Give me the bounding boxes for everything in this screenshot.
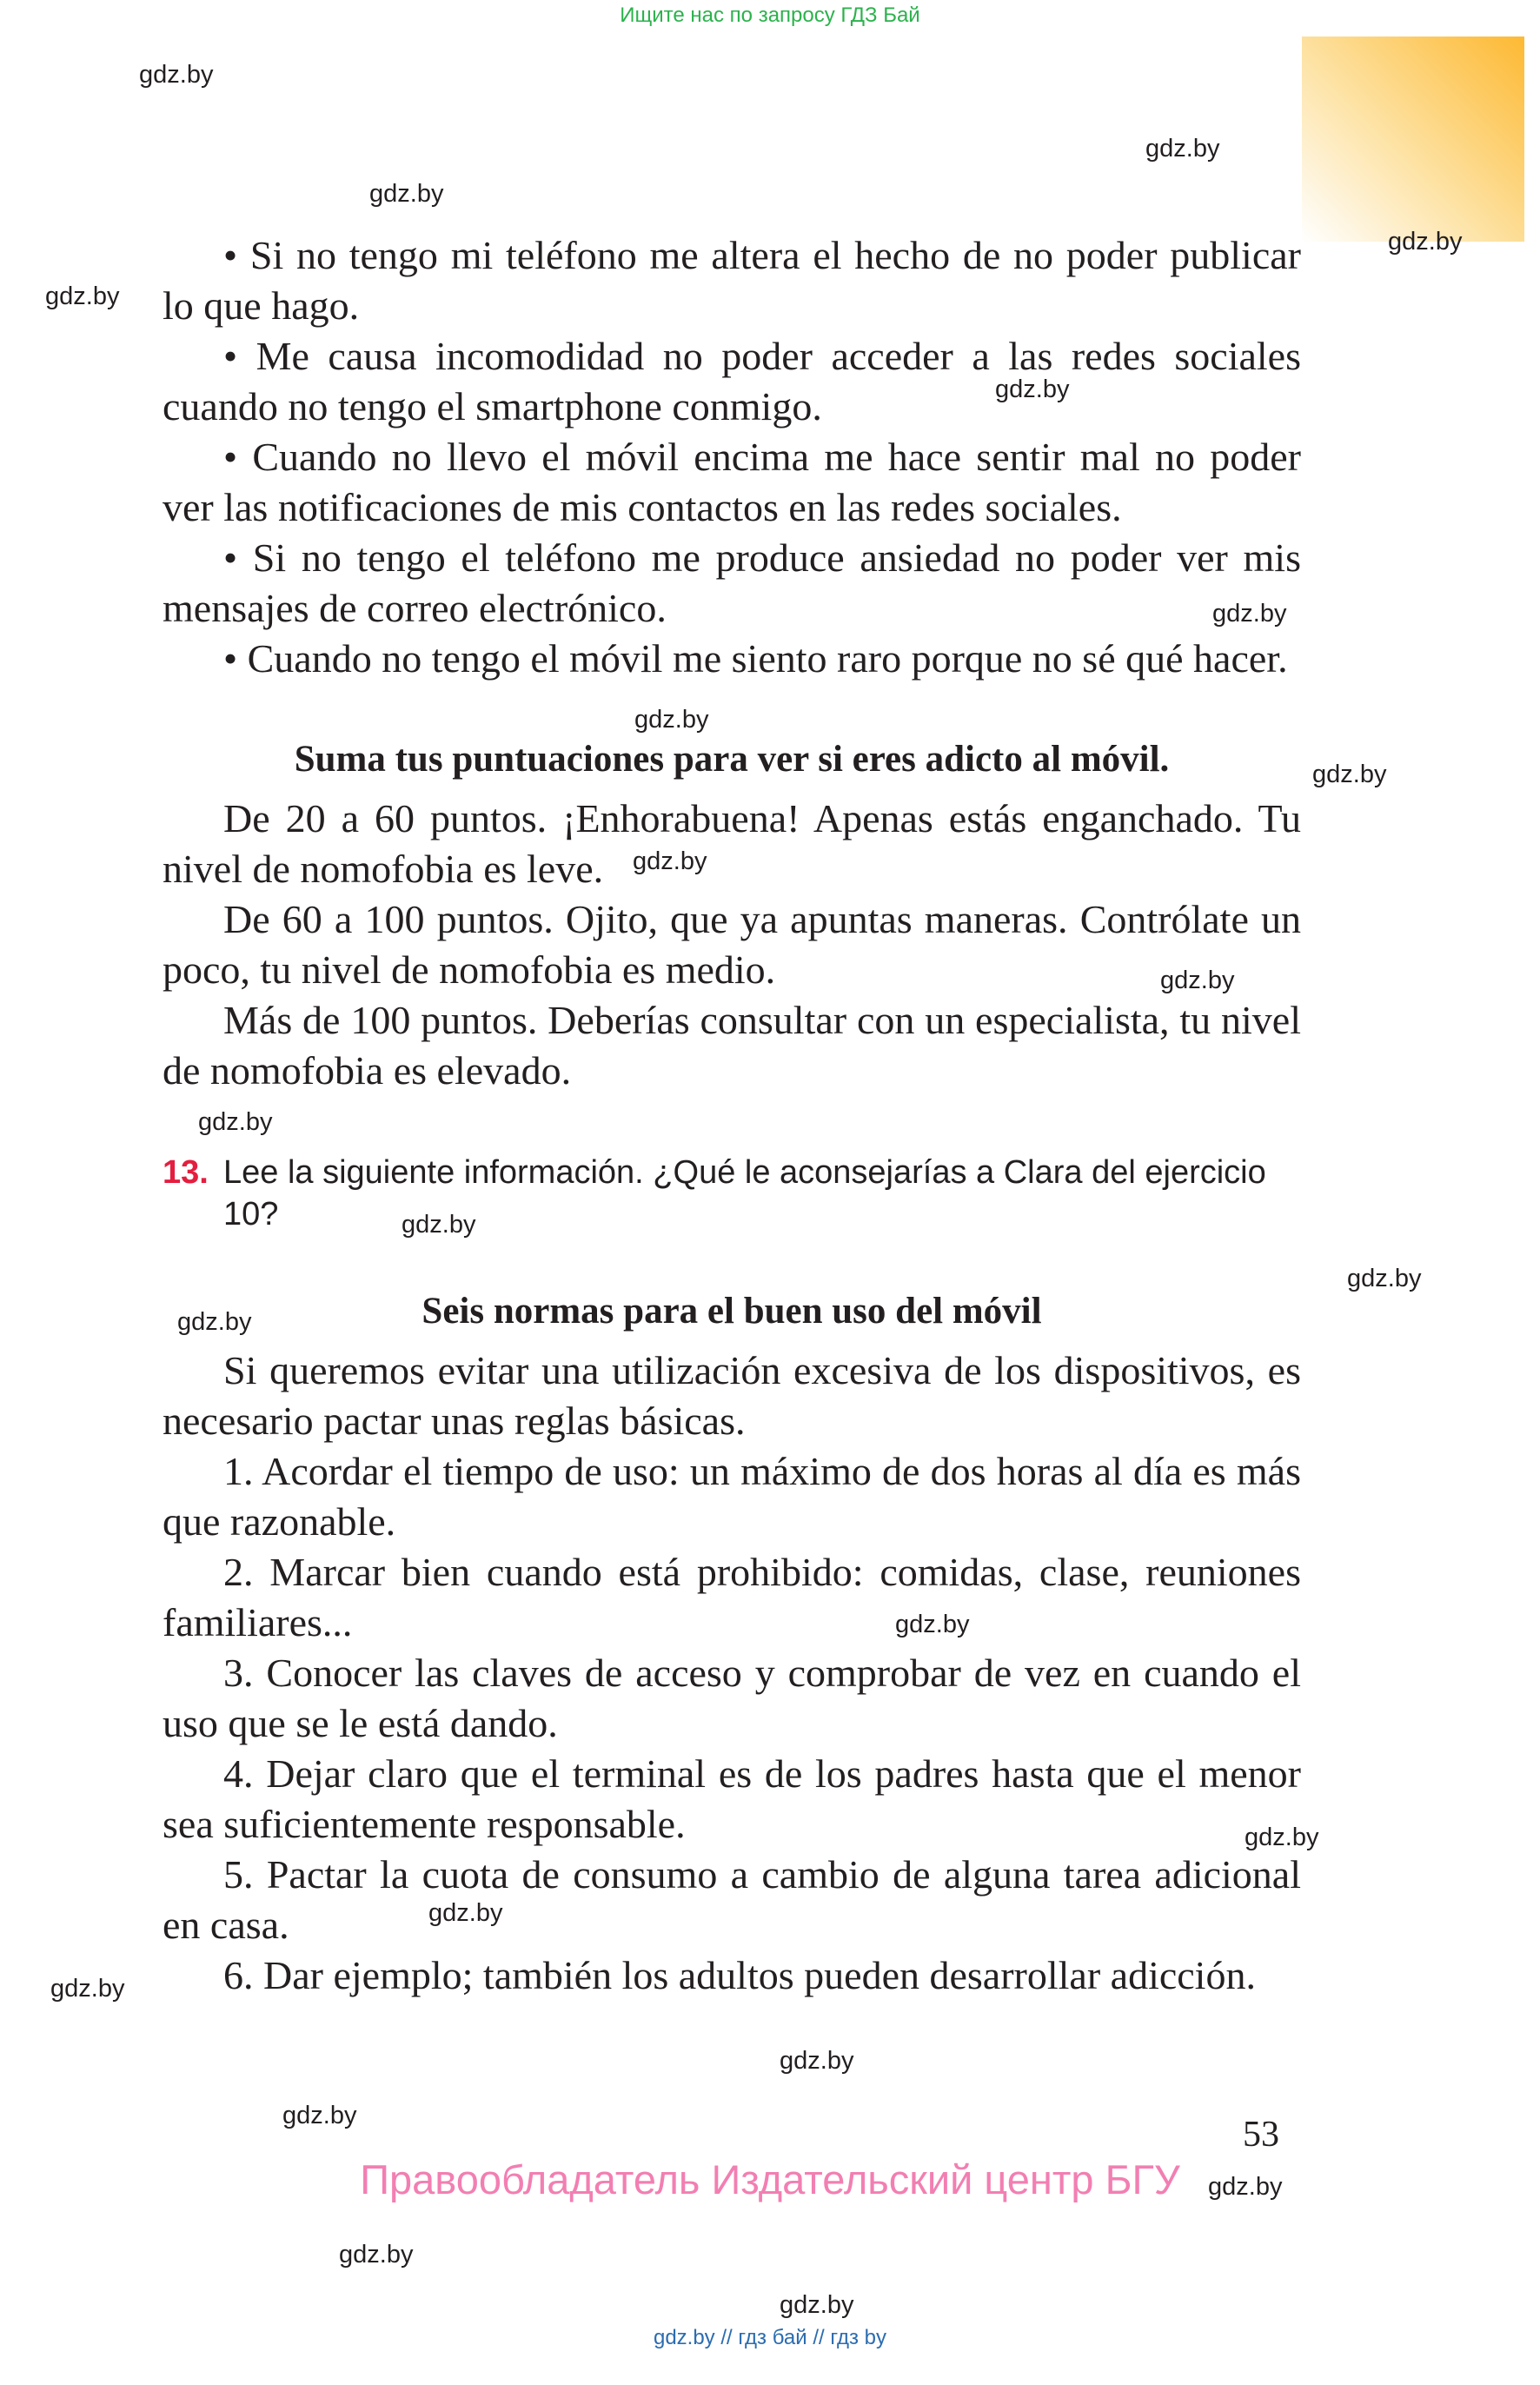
watermark: gdz.by	[634, 706, 709, 734]
rules-section	[163, 1286, 1301, 2001]
bullet-list	[163, 230, 1301, 684]
watermark: gdz.by	[1160, 967, 1235, 994]
footer-links[interactable]: gdz.by // гдз бай // гдз by	[653, 2326, 887, 2349]
exercise-13	[163, 1152, 1301, 1235]
watermark: gdz.by	[402, 1211, 476, 1239]
watermark: gdz.by	[1245, 1824, 1319, 1851]
top-banner-link[interactable]: Ищите нас по запросу ГДЗ Бай	[620, 3, 920, 27]
score-result: De 60 a 100 puntos. Ojito, que ya apuntas maneras. Contrólate un poco, tu nivel de nomofobia es medio.	[163, 897, 1301, 992]
rule-item: 1. Acordar el tiempo de uso: un máximo de dos horas al día es más que razonable.	[163, 1449, 1301, 1544]
watermark: gdz.by	[50, 1975, 125, 2003]
corner-color-tab	[1302, 37, 1524, 242]
watermark: gdz.by	[1208, 2173, 1283, 2201]
score-title: Suma tus puntuaciones para ver si eres adicto al móvil.	[294, 739, 1170, 780]
score-result: De 20 a 60 puntos. ¡Enhorabuena! Apenas estás enganchado. Tu nivel de nomofobia es leve.	[163, 796, 1301, 891]
page-number: 53	[1243, 2115, 1279, 2155]
watermark: gdz.by	[780, 2047, 854, 2075]
score-result: Más de 100 puntos. Deberías consultar con un especialista, tu nivel de nomofobia es elevado.	[163, 998, 1301, 1093]
exercise-number: 13.	[163, 1154, 209, 1191]
bullet-item: • Cuando no tengo el móvil me siento raro porque no sé qué hacer.	[223, 636, 1288, 681]
watermark: gdz.by	[780, 2291, 854, 2319]
bullet-item: • Si no tengo el teléfono me produce ansiedad no poder ver mis mensajes de correo electrónico.	[163, 535, 1301, 630]
rules-title: Seis normas para el buen uso del móvil	[422, 1291, 1042, 1332]
bullet-item: • Me causa incomodidad no poder acceder a las redes sociales cuando no tengo el smartphone conmigo.	[163, 334, 1301, 429]
watermark: gdz.by	[1312, 761, 1387, 788]
rules-intro: Si queremos evitar una utilización excesiva de los dispositivos, es necesario pactar unas reglas básicas.	[163, 1348, 1301, 1443]
watermark: gdz.by	[282, 2102, 357, 2129]
rule-item: 3. Conocer las claves de acceso y comprobar de vez en cuando el uso que se le está dando.	[163, 1651, 1301, 1745]
exercise-text: Lee la siguiente información. ¿Qué le aconsejarías a Clara del ejercicio 10?	[223, 1154, 1266, 1232]
watermark: gdz.by	[1347, 1265, 1422, 1292]
watermark: gdz.by	[1145, 135, 1220, 163]
rights-holder: Правообладатель Издательский центр БГУ	[360, 2156, 1180, 2202]
bullet-item: • Si no tengo mi teléfono me altera el hecho de no poder publicar lo que hago.	[163, 233, 1301, 328]
watermark: gdz.by	[198, 1108, 273, 1136]
rule-item: 6. Dar ejemplo; también los adultos pueden desarrollar adicción.	[223, 1953, 1256, 1997]
watermark: gdz.by	[428, 1899, 503, 1927]
rule-item: 5. Pactar la cuota de consumo a cambio de alguna tarea adicional en casa.	[163, 1852, 1301, 1947]
watermark: gdz.by	[139, 61, 214, 89]
watermark: gdz.by	[177, 1308, 252, 1336]
watermark: gdz.by	[633, 847, 707, 875]
watermark: gdz.by	[45, 282, 120, 310]
watermark: gdz.by	[895, 1611, 970, 1638]
watermark: gdz.by	[1212, 600, 1287, 628]
score-section	[163, 734, 1301, 1096]
rule-item: 4. Dejar claro que el terminal es de los padres hasta que el menor sea suficientemente responsable.	[163, 1751, 1301, 1846]
bullet-item: • Cuando no llevo el móvil encima me hace sentir mal no poder ver las notificaciones de mis contactos en las redes sociales.	[163, 435, 1301, 529]
watermark: gdz.by	[995, 375, 1070, 403]
watermark: gdz.by	[369, 180, 444, 208]
rule-item: 2. Marcar bien cuando está prohibido: comidas, clase, reuniones familiares...	[163, 1550, 1301, 1644]
watermark: gdz.by	[339, 2241, 414, 2269]
watermark: gdz.by	[1388, 228, 1463, 256]
